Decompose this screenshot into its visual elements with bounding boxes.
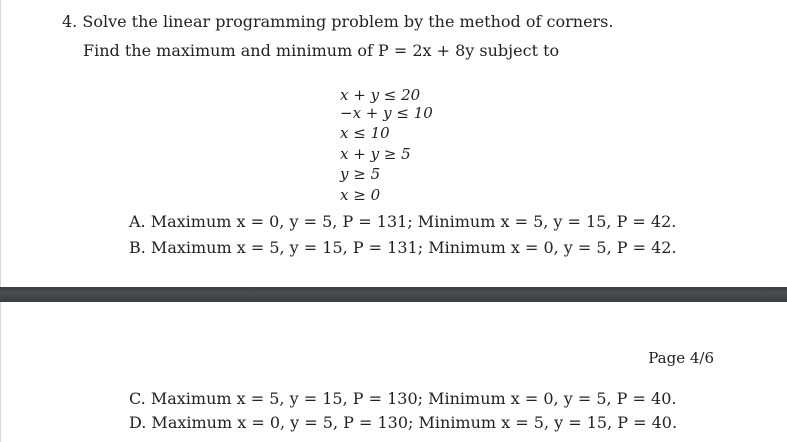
constraint-6: x ≥ 0 xyxy=(340,186,381,204)
pdf-page-5 xyxy=(0,302,787,442)
option-a: A. Maximum x = 0, y = 5, P = 131; Minimum x = 5, y = 15, P = 42. xyxy=(129,212,677,231)
page-number: Page 4/6 xyxy=(648,349,714,367)
option-d: D. Maximum x = 0, y = 5, P = 130; Minimum x = 5, y = 15, P = 40. xyxy=(129,413,678,432)
page-separator xyxy=(0,287,787,302)
question-title: 4. Solve the linear programming problem by the method of corners. xyxy=(62,12,614,31)
constraint-2: −x + y ≤ 10 xyxy=(340,104,433,122)
option-b: B. Maximum x = 5, y = 15, P = 131; Minimum x = 0, y = 5, P = 42. xyxy=(129,238,677,257)
constraint-3: x ≤ 10 xyxy=(340,124,390,142)
constraint-4: x + y ≥ 5 xyxy=(340,145,411,163)
constraint-5: y ≥ 5 xyxy=(340,165,381,183)
option-c: C. Maximum x = 5, y = 15, P = 130; Minimum x = 0, y = 5, P = 40. xyxy=(129,389,677,408)
question-prompt: Find the maximum and minimum of P = 2x + 8y subject to xyxy=(83,41,560,60)
constraint-1: x + y ≤ 20 xyxy=(340,86,421,104)
